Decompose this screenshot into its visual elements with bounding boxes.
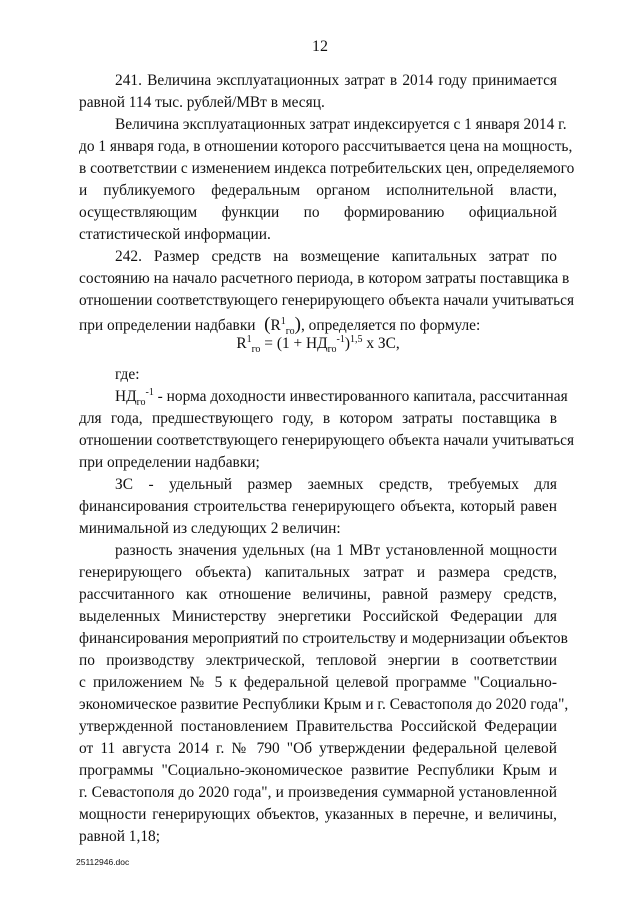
where-label: где: <box>115 366 140 383</box>
item1-line-3: рассчитанного как отношение величины, равной размеру средств, <box>79 586 557 603</box>
formula-close: ) <box>344 335 350 352</box>
item1-line-9: утвержденной постановлением Правительства Российской Федерации <box>79 718 557 735</box>
nd-symbol: НД <box>115 388 137 405</box>
p241-line-1: 241. Величина эксплуатационных затрат в 2014 году принимается <box>115 72 557 89</box>
nd-def-line-4: при определении надбавки; <box>79 454 260 471</box>
r-symbol: R <box>270 317 281 334</box>
formula-nd-sup: -1 <box>336 333 345 345</box>
zs-def-line-3: минимальной из следующих 2 величин: <box>79 520 341 537</box>
item1-line-11: программы "Социально-экономическое развитие Республики Крым и <box>79 762 557 779</box>
p241b-line-3: в соответствии с изменением индекса потребительских цен, определяемого <box>79 160 575 177</box>
item1-line-14: равной 1,18; <box>79 828 161 845</box>
p241b-line-2: до 1 января года, в отношении которого рассчитывается цена на мощность, <box>79 138 573 155</box>
item1-line-5: финансирования мероприятий по строительству и модернизации объектов <box>79 630 568 647</box>
item1-line-12: г. Севастополя до 2020 года", и произведения суммарной установленной <box>79 784 557 801</box>
p242-prefix: при определении надбавки <box>79 317 256 334</box>
item1-line-10: от 11 августа 2014 г. № 790 "Об утверждении федеральной целевой <box>79 740 557 757</box>
p241b-line-4: и публикуемого федеральным органом исполнительной власти, <box>79 182 557 199</box>
item1-line-4: выделенных Министерству энергетики Российской Федерации для <box>79 608 557 625</box>
formula-r: R <box>236 335 247 352</box>
formula-eq: = (1 + НД <box>260 335 328 352</box>
formula-r-sup: 1 <box>246 333 252 345</box>
page-number: 12 <box>312 38 328 55</box>
item1-line-7: с приложением № 5 к федеральной целевой программе "Социально- <box>79 674 557 691</box>
formula <box>79 330 557 358</box>
p242-line-2: состоянию на начало расчетного периода, в котором затраты поставщика в <box>79 270 570 287</box>
nd-def-line-3: отношении соответствующего генерирующего объекта начали учитываться <box>79 432 575 449</box>
zs-def-line-1: ЗС - удельный размер заемных средств, требуемых для <box>115 476 557 493</box>
nd-sup: -1 <box>145 386 154 398</box>
formula-tail: х ЗС, <box>362 335 400 352</box>
p242-suffix: , определяется по формуле: <box>300 317 481 334</box>
nd-def-line-1 <box>115 386 568 409</box>
p241b-line-1: Величина эксплуатационных затрат индексируется с 1 января 2014 г. <box>115 116 567 133</box>
r-sup: 1 <box>280 315 286 327</box>
p241-line-2: равной 114 тыс. рублей/МВт в месяц. <box>79 94 325 111</box>
formula-pow: 1,5 <box>349 333 363 345</box>
r-sub: го <box>285 326 295 338</box>
item1-line-13: мощности генерирующих объектов, указанных в перечне, и величины, <box>79 806 557 823</box>
p242-line-4: при определении надбавки $(R^1_{го})$, определяется по формуле: <box>79 314 481 338</box>
item1-line-2: генерирующего объекта) капитальных затрат и размера средств, <box>79 564 557 581</box>
p242-line-1: 242. Размер средств на возмещение капитальных затрат по <box>115 248 557 265</box>
p241b-line-6: статистической информации. <box>79 226 271 243</box>
nd-sub: го <box>136 397 146 409</box>
formula-nd-sub: го <box>327 344 337 356</box>
p241b-line-5: осуществляющим функции по формированию официальной <box>79 204 557 221</box>
item1-line-8: экономическое развитие Республики Крым и г. Севастополя до 2020 года", <box>79 696 569 713</box>
footer-filename: 25112946.doc <box>76 857 130 867</box>
nd-def-first: - норма доходности инвестированного капитала, рассчитанная <box>153 388 568 405</box>
formula-r-sub: го <box>251 344 261 356</box>
item1-line-6: по производству электрической, тепловой энергии в соответствии <box>79 652 557 669</box>
item1-line-1: разность значения удельных (на 1 МВт установленной мощности <box>115 542 557 559</box>
nd-def-line-2: для года, предшествующего году, в котором затраты поставщика в <box>79 410 557 427</box>
p242-line-3: отношении соответствующего генерирующего объекта начали учитываться <box>79 292 575 309</box>
zs-def-line-2: финансирования строительства генерирующего объекта, который равен <box>79 498 557 515</box>
